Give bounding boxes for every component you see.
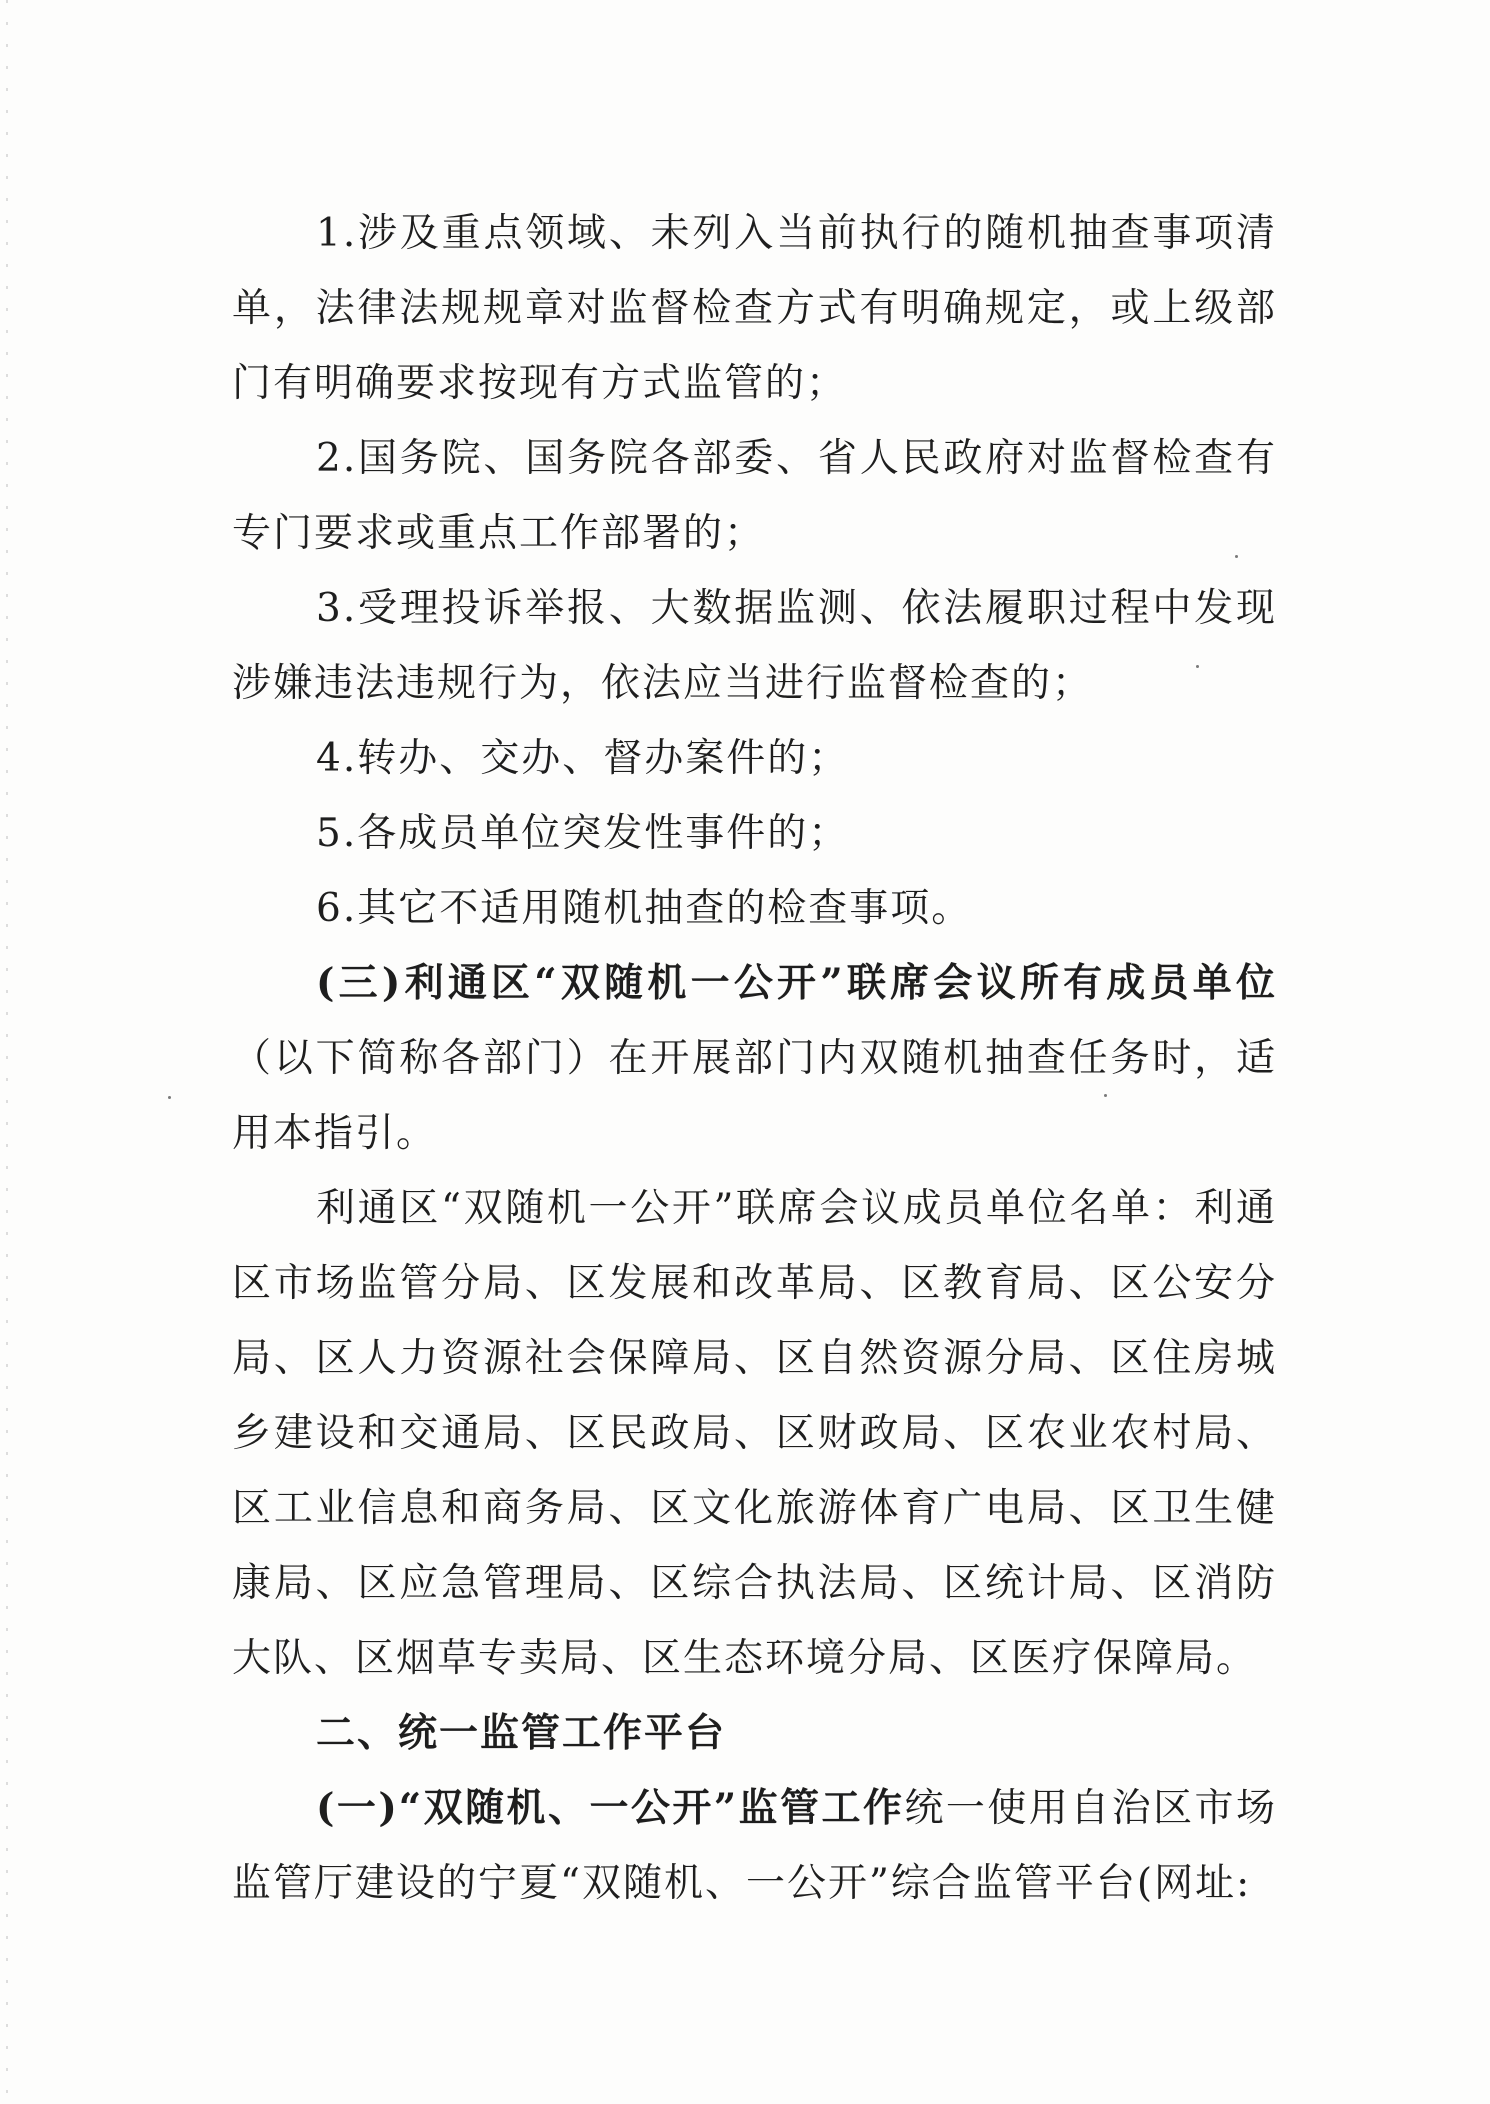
list-item-3: 3.受理投诉举报、大数据监测、依法履职过程中发现涉嫌违法违规行为，依法应当进行监督检查的；	[232, 586, 1277, 706]
scan-speck	[1235, 555, 1238, 558]
list-item-5: 5.各成员单位突发性事件的；	[316, 811, 850, 856]
scan-speck	[1104, 1094, 1107, 1097]
section-three-rest: （以下简称各部门）在开展部门内双随机抽查任务时，适用本指引。	[232, 1036, 1277, 1156]
section-one-lead: (一)“双随机、一公开”监管工作	[316, 1785, 905, 1831]
list-item-2: 2.国务院、国务院各部委、省人民政府对监督检查有专门要求或重点工作部署的；	[232, 436, 1277, 556]
scan-edge	[6, 0, 8, 2104]
scan-speck	[168, 1096, 171, 1099]
section-three-paragraph	[232, 946, 1277, 1171]
list-item-4: 4.转办、交办、督办案件的；	[316, 736, 850, 781]
document-body	[232, 196, 1277, 1921]
section-one-rest: 统一使用自治区市场监管厅建设的宁夏“双随机、一公开”综合监管平台(网址:	[232, 1786, 1277, 1906]
heading-two: 二、统一监管工作平台	[316, 1710, 727, 1756]
section-one-paragraph	[232, 1771, 1277, 1921]
section-three-lead: (三)利通区“双随机一公开”联席会议所有成员单位	[316, 960, 1277, 1006]
list-item-6: 6.其它不适用随机抽查的检查事项。	[316, 886, 973, 931]
list-item-1: 1.涉及重点领域、未列入当前执行的随机抽查事项清单，法律法规规章对监督检查方式有明确规定，或上级部门有明确要求按现有方式监管的；	[232, 211, 1277, 406]
scan-speck	[1196, 665, 1199, 668]
member-list-paragraph: 利通区“双随机一公开”联席会议成员单位名单：利通区市场监管分局、区发展和改革局、区教育局、区公安分局、区人力资源社会保障局、区自然资源分局、区住房城乡建设和交通局、区民政局、区财政局、区农业农村局、区工业信息和商务局、区文化旅游体育广电局、区卫生健康局、区应急管理局、区综合执法局、区统计局、区消防大队、区烟草专卖局、区生态环境分局、区医疗保障局。	[232, 1186, 1277, 1681]
